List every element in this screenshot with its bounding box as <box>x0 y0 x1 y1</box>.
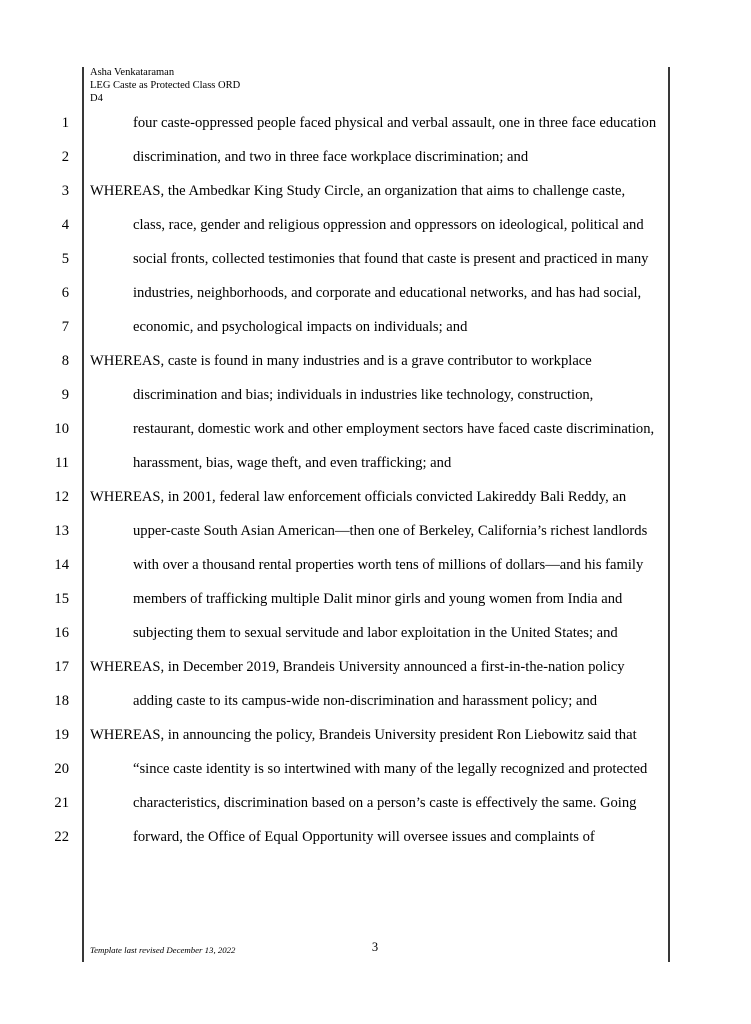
line-number: 19 <box>54 727 69 743</box>
line-text: WHEREAS, in 2001, federal law enforcement officials convicted Lakireddy Bali Reddy, an <box>90 489 627 505</box>
footer-template-note: Template last revised December 13, 2022 <box>90 945 236 955</box>
page-number: 3 <box>371 940 379 954</box>
document-line <box>0 453 740 474</box>
document-line <box>0 419 740 440</box>
line-text: subjecting them to sexual servitude and labor exploitation in the United States; and <box>133 625 618 641</box>
line-number: 21 <box>54 795 69 811</box>
document-line <box>0 181 740 202</box>
document-line <box>0 215 740 236</box>
line-text: four caste-oppressed people faced physical and verbal assault, one in three face education <box>133 115 657 131</box>
document-line <box>0 249 740 270</box>
document-line <box>0 623 740 644</box>
header-author: Asha Venkataraman <box>90 67 175 78</box>
line-number: 4 <box>61 217 69 233</box>
line-text: characteristics, discrimination based on a person’s caste is effectively the same. Going <box>133 795 637 811</box>
document-line <box>0 487 740 508</box>
line-number: 12 <box>54 489 69 505</box>
line-text: WHEREAS, the Ambedkar King Study Circle, an organization that aims to challenge caste, <box>90 183 626 199</box>
document-line <box>0 385 740 406</box>
document-line <box>0 555 740 576</box>
document-line <box>0 793 740 814</box>
line-number: 5 <box>61 251 69 267</box>
document-line <box>0 283 740 304</box>
line-number: 20 <box>54 761 69 777</box>
document-line <box>0 147 740 168</box>
line-number: 1 <box>61 115 69 131</box>
line-number: 22 <box>54 829 69 845</box>
line-text: discrimination and bias; individuals in industries like technology, construction, <box>133 387 594 403</box>
line-number: 13 <box>54 523 69 539</box>
line-text: forward, the Office of Equal Opportunity will oversee issues and complaints of <box>133 829 595 845</box>
line-text: WHEREAS, in announcing the policy, Brandeis University president Ron Liebowitz said that <box>90 727 637 743</box>
line-number: 11 <box>54 455 69 471</box>
line-text: “since caste identity is so intertwined with many of the legally recognized and protected <box>133 761 648 777</box>
line-number: 15 <box>54 591 69 607</box>
document-line <box>0 521 740 542</box>
line-number: 3 <box>61 183 69 199</box>
line-text: industries, neighborhoods, and corporate and educational networks, and has had social, <box>133 285 642 301</box>
line-number: 10 <box>54 421 69 437</box>
line-number: 17 <box>54 659 69 675</box>
document-line <box>0 759 740 780</box>
line-text: economic, and psychological impacts on individuals; and <box>133 319 468 335</box>
line-text: members of trafficking multiple Dalit minor girls and young women from India and <box>133 591 623 607</box>
line-text: WHEREAS, in December 2019, Brandeis University announced a first-in-the-nation policy <box>90 659 625 675</box>
line-number: 9 <box>61 387 69 403</box>
line-number: 6 <box>61 285 69 301</box>
line-text: WHEREAS, caste is found in many industries and is a grave contributor to workplace <box>90 353 592 369</box>
header-district: D4 <box>90 93 103 104</box>
line-number: 7 <box>61 319 69 335</box>
line-text: upper-caste South Asian American—then one of Berkeley, California’s richest landlords <box>133 523 648 539</box>
line-text: social fronts, collected testimonies that found that caste is present and practiced in many <box>133 251 649 267</box>
document-line <box>0 351 740 372</box>
document-line <box>0 725 740 746</box>
line-number: 14 <box>54 557 69 573</box>
line-number: 16 <box>54 625 69 641</box>
document-line <box>0 691 740 712</box>
document-line <box>0 589 740 610</box>
line-number: 2 <box>61 149 69 165</box>
document-line <box>0 657 740 678</box>
document-line <box>0 113 740 134</box>
line-text: restaurant, domestic work and other employment sectors have faced caste discrimination, <box>133 421 655 437</box>
line-number: 8 <box>61 353 69 369</box>
line-number: 18 <box>54 693 69 709</box>
line-text: adding caste to its campus-wide non-discrimination and harassment policy; and <box>133 693 598 709</box>
line-text: class, race, gender and religious oppression and oppressors on ideological, political and <box>133 217 644 233</box>
document-line <box>0 827 740 848</box>
document-line <box>0 317 740 338</box>
header-document-title: LEG Caste as Protected Class ORD <box>90 80 241 91</box>
line-text: discrimination, and two in three face workplace discrimination; and <box>133 149 529 165</box>
line-text: with over a thousand rental properties worth tens of millions of dollars—and his family <box>133 557 644 573</box>
line-text: harassment, bias, wage theft, and even trafficking; and <box>133 455 452 471</box>
